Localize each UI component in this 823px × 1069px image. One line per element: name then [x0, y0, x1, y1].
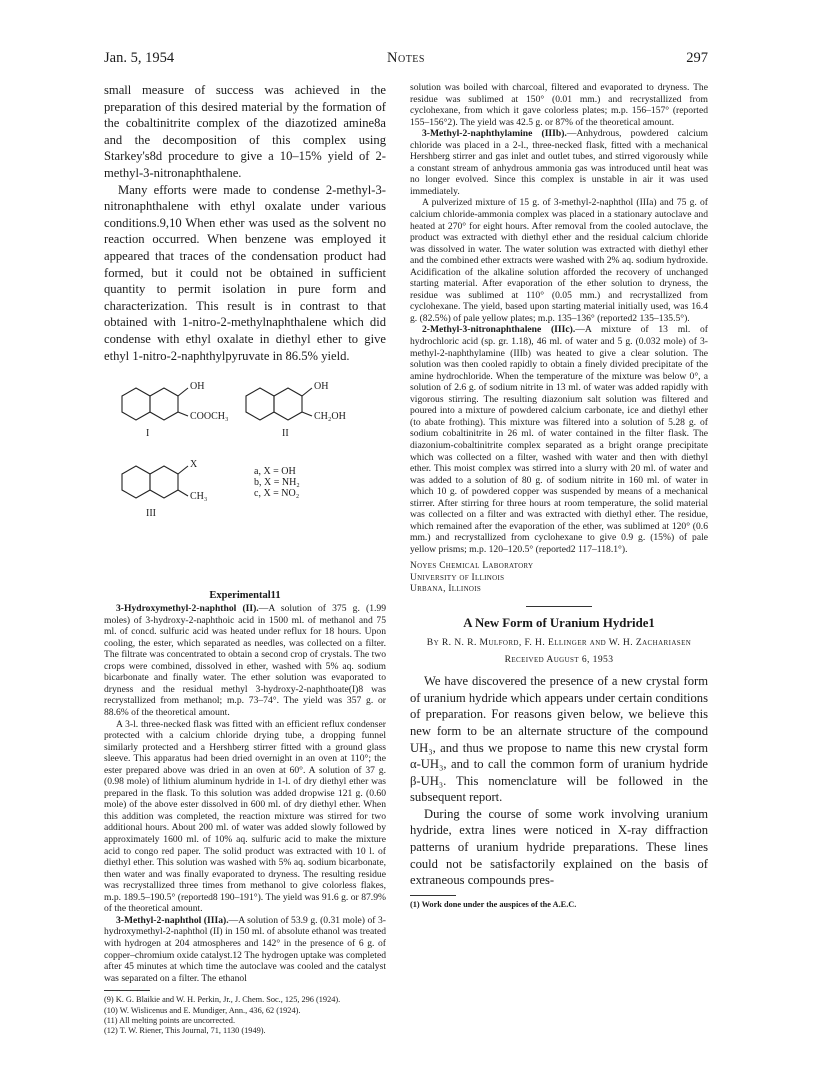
paragraph-continued: small measure of success was achieved in the preparation of this desired material by the formation of the cobaltinitrite complex of the diazotized amine8a and the decomposition of this complex using Starkey's8d procedure to give a 10–15% yield of 2-methyl-3-nitronaphthalene. [104, 83, 386, 180]
structure-drawings [104, 366, 386, 582]
section-divider [526, 606, 592, 607]
substituent-key-a: a, X = OH [254, 466, 296, 478]
article-paragraph-1: We have discovered the presence of a new crystal form of uranium hydride which appears under certain conditions of preparation. For reasons given below, we believe this new form to be an alternate structure of the compound UH₃, and thus we propose to name this new crystal form α-UH₃, and to call the common form of uranium hydride β-UH₃. This nomenclature will be followed in the subsequent report. [410, 674, 708, 805]
left-column [104, 82, 386, 1037]
footnote-rule [410, 895, 456, 896]
footnote-9: (9) K. G. Blaikie and W. H. Perkin, Jr., J. Chem. Soc., 125, 296 (1924). [104, 995, 341, 1005]
procedure-continued: solution was boiled with charcoal, filtered and evaporated to dryness. The residue was sublimed at 150° (0.01 mm.) and recrystallized from cyclohexane, from which it gave colorless plates; m.p. 156–157° (reported 155–156°2). The yield was 42.5 g. or 87% of the theoretical amount. [410, 82, 708, 128]
compound-name: 3-Methyl-2-naphthol (IIIa). [116, 914, 229, 926]
procedure-hydroxymethyl-naphthol: 3-Hydroxymethyl-2-naphthol (II).—A solution of 375 g. (1.99 moles) of 3-hydroxy-2-naphthoic acid in 1500 ml. of methanol and 75 ml. of concd. sulfuric acid was heated under reflux for 18 hours. Upon cooling, the ester, which separated as needles, was collected on a filter. The filtrate was concentrated to obtain a second crop of crystals. The two crops were combined, dissolved in ether, washed with 5% aq. sodium bicarbonate and finally water. The ether solution was evaporated to dryness and the residual methyl 3-hydroxy-2-naphthoate(I)8 was recrystallized from methanol; m.p. 73–74°. The yield was 357 g. or 88.6% of the theoretical amount. [104, 603, 386, 719]
article-title: A New Form of Uranium Hydride1 [463, 615, 655, 630]
footnote-rule [104, 990, 150, 991]
structure-2-number: II [282, 428, 289, 440]
structure-3-number: III [146, 508, 156, 520]
address-line-2: University of Illinois [410, 572, 505, 583]
structure-3-methyl-label: CH₃ [190, 491, 208, 503]
footnote-12: (12) T. W. Riener, This Journal, 71, 1130 (1949). [104, 1026, 266, 1036]
procedure-autoclave: A pulverized mixture of 15 g. of 3-methyl-2-naphthol (IIIa) and 75 g. of calcium chloride-ammonia complex was placed in a stationary autoclave and heated at 270° for eight hours. After removal from the cooled autoclave, the product was extracted with diethyl ether and the residual calcium chloride was dissolved in water. The water solution was extracted with diethyl ether and the combined ether extracts were washed with 2% aq. sodium hydroxide. Acidification of the alkaline solution afforded the recovery of unchanged starting material. After evaporation of the ether solution to dryness, the residue was sublimed at 110° (0.05 mm.) and recrystallized from cyclohexane. The yield, based upon starting material initially used, was 16.4 g. (82.5%) of pale yellow plates; m.p. 135–136° (reported2 135–135.5°). [410, 197, 708, 324]
structure-2-alcohol-label: CH₂OH [314, 411, 346, 423]
paragraph-condensation: Many efforts were made to condense 2-methyl-3-nitronaphthalene with ethyl oxalate under various conditions.9,10 When ether was used as the solvent no reaction occurred. When benzene was employed it appeared that traces of the condensation product had formed, but it could not be obtained in sufficient quantity to permit isolation in pure form and characterization. This result is in contrast to that obtained with 1-nitro-2-methylnaphthalene which did condense with ethyl oxalate in diethyl ether to give ethyl 1-nitro-2-naphthylpyruvate in 86.5% yield. [104, 182, 386, 363]
article-authors: By R. N. R. Mulford, F. H. Ellinger and W. H. Zachariasen [426, 636, 692, 648]
procedure-naphthylamine: 3-Methyl-2-naphthylamine (IIIb).—Anhydrous, powdered calcium chloride was placed in a 2-l., three-necked flask, fitted with a mechanical Hershberg stirrer and gas inlet and outlet tubes, and stirred vigorously while a constant stream of anhydrous ammonia gas was introduced until heat was no longer evolved. Since this complex is unstable in air it was used immediately. [410, 128, 708, 197]
page-header [104, 50, 708, 72]
header-section: Notes [387, 50, 425, 66]
footnote-10: (10) W. Wislicenus and E. Mundiger, Ann., 436, 62 (1924). [104, 1005, 301, 1015]
structure-2-oh-label: OH [314, 381, 329, 393]
compound-name: 3-Methyl-2-naphthylamine (IIIb). [422, 128, 567, 140]
header-date: Jan. 5, 1954 [104, 50, 175, 66]
compound-name: 2-Methyl-3-nitronaphthalene (IIIc). [422, 324, 576, 336]
footnote-1: (1) Work done under the auspices of the A.E.C. [410, 899, 577, 909]
laboratory-address [410, 561, 708, 595]
article-paragraph-2: During the course of some work involving uranium hydride, extra lines were noticed in X-ray diffraction patterns of uranium hydride preparations. These lines could not be satisfactorily explained on the basis of extraneous compounds pres- [410, 806, 708, 888]
substituent-key-b: b, X = NH₂ [254, 477, 300, 489]
structure-1-number: I [146, 428, 150, 440]
compound-name: 3-Hydroxymethyl-2-naphthol (II). [116, 603, 259, 615]
structure-3-x-label: X [190, 459, 198, 471]
received-date: Received August 6, 1953 [504, 654, 614, 666]
substituent-key-c: c, X = NO₂ [254, 488, 300, 500]
page-number: 297 [686, 50, 708, 66]
right-column [410, 82, 708, 910]
procedure-reduction: A 3-l. three-necked flask was fitted with an efficient reflux condenser protected with a calcium chloride drying tube, a dropping funnel similarly protected and a Hershberg stirrer fitted with a ground glass sleeve. This apparatus had been dried overnight in an oven at 110°; the ester prepared above was dried in an oven at 60°. A solution of 37 g. (0.98 mole) of lithium aluminum hydride in 1-l. of dry diethyl ether was prepared in the flask. To this solution was added dropwise 121 g. (0.60 mole) of the above ester dissolved in 600 ml. of dry diethyl ether. When this addition was completed, the reaction mixture was stirred for two additional hours. About 200 ml. of water was added slowly followed by approximately 1600 ml. of 10% aq. sulfuric acid to make the mixture acid to congo red paper. The solid product was extracted with 10 l. of diethyl ether. This solution was washed with 5% aq. sodium bicarbonate, then water and was finally evaporated to dryness. The resulting residue was recrystallized three times from methanol to give colorless flakes, m.p. 189.5–190.5° (reported8 190–191°). The yield was 91.6 g. or 87.9% of the theoretical amount. [104, 718, 386, 915]
procedure-nitronaphthalene: 2-Methyl-3-nitronaphthalene (IIIc).—A mixture of 13 ml. of hydrochloric acid (sp. gr. 1.18), 46 ml. of water and 5 g. (0.032 mole) of 3-methyl-2-naphthylamine (IIIb) was heated to give a clear solution. The solution was then cooled rapidly to obtain a finely divided precipitate of the amine hydrochloride. When the temperature of the mixture was below 0°, a solution of 2.6 g. of sodium nitrite in 13 ml. of water was added rapidly with vigorous stirring. The resulting diazonium salt solution was filtered and poured into a mixture of powdered calcium carbonate, ice and diethyl ether (to abate frothing). This mixture was filtered into a solution of 5.28 g. of sodium cobaltinitrite in 26 ml. of water contained in the filter flask. The diazonium-cobaltinitrite complex separated as a bright orange precipitate which was collected on a filter, washed with water and then with diethyl ether. This moist complex was stirred into a slurry with 20 ml. of water and was added to a solution of 80 g. of sodium nitrite in 160 ml. of water in which 10 g. of powdered copper was suspended by means of a mechanical stirrer. After stirring for three hours at room temperature, the solid material was collected on a filter and was extracted with diethyl ether. The residue, which remained after the evaporation of the ether, was sublimed at 120° (0.6 mm.) and recrystallized from cyclohexane to give 0.9 g. (15%) of pale yellow prisms; m.p. 120–120.5° (reported2 117–118.1°). [410, 324, 708, 555]
footnote-11: (11) All melting points are uncorrected. [104, 1015, 236, 1025]
experimental-heading: Experimental11 [209, 590, 281, 602]
structure-1-oh-label: OH [190, 381, 205, 393]
address-line-3: Urbana, Illinois [410, 584, 482, 595]
structure-1-ester-label: COOCH₃ [190, 411, 229, 423]
structure-diagram [104, 366, 386, 582]
procedure-methyl-naphthol: 3-Methyl-2-naphthol (IIIa).—A solution of 53.9 g. (0.31 mole) of 3-hydroxymethyl-2-naphthol (II) in 150 ml. of absolute ethanol was treated with hydrogen at 204 atmospheres and 142° in the presence of 6 g. of copper–chromium oxide catalyst.12 The hydrogen uptake was completed after 45 minutes at which time the autoclave was cooled and the catalyst was separated on a filter. The ethanol [104, 914, 386, 984]
address-line-1: Noyes Chemical Laboratory [410, 561, 534, 572]
